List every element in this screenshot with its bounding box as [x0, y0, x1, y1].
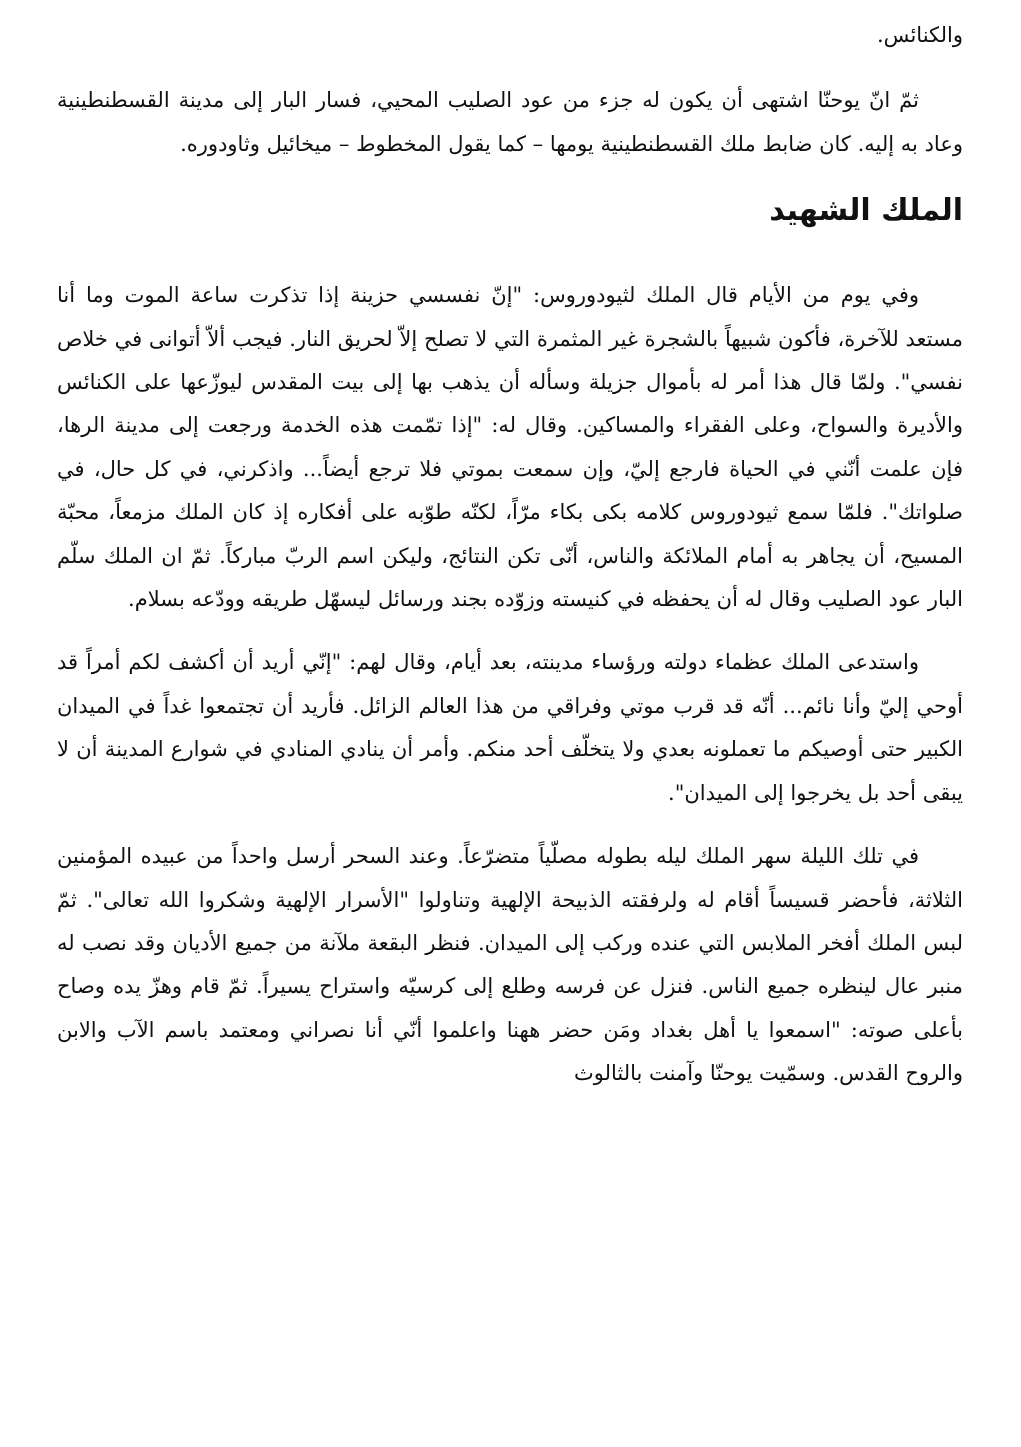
lead-fragment-line: والكنائس.: [877, 23, 963, 47]
paragraph-night-vigil: في تلك الليلة سهر الملك ليله بطوله مصلّياً متضرّعاً. وعند السحر أرسل واحداً من عبيده المؤمنين الثلاثة، فأحضر قسيساً أقام له ولرفقته الذبيحة الإلهية وتناولوا "الأسرار الإلهية وشكروا الله تعالى". ثمّ لبس الملك أفخر الملابس التي عنده وركب إلى الميدان. فنظر البقعة ملآنة من جميع الأديان وقد نصب له منبر عال لينظره جميع الناس. فنزل عن فرسه وطلع إلى كرسيّه واستراح يسيراً. ثمّ قام وهزّ يده وصاح بأعلى صوته: "اسمعوا يا أهل بغداد ومَن حضر ههنا واعلموا أنّي أنا نصراني ومعتمد باسم الآب والابن والروح القدس. وسمّيت يوحنّا وآمنت بالثالوث: [57, 844, 963, 1086]
paragraph-king-summons-nobles: واستدعى الملك عظماء دولته ورؤساء مدينته، بعد أيام، وقال لهم: "إنّي أريد أن أكشف لكم أمراً قد أوحي إليّ وأنا نائم... أنّه قد قرب موتي وفراقي من هذا العالم الزائل. فأريد أن تجتمعوا غداً في الميدان الكبير حتى أوصيكم ما تعملونه بعدي ولا يتخلّف أحد منكم. وأمر أن ينادي المنادي في شوارع المدينة أن لا يبقى أحد بل يخرجوا إلى الميدان".: [57, 650, 963, 805]
paragraph-relic-of-cross: ثمّ انّ يوحنّا اشتهى أن يكون له جزء من عود الصليب المحيي، فسار البار إلى مدينة القسطنطينية وعاد به إليه. كان ضابط ملك القسطنطينية يومها – كما يقول المخطوط – ميخائيل وثاودوره.: [57, 88, 963, 156]
section-heading: الملك الشهيد: [769, 193, 963, 229]
paragraph-king-and-theodoros: وفي يوم من الأيام قال الملك لثيودوروس: "إنّ نفسسي حزينة إذا تذكرت ساعة الموت وما أنا مستعد للآخرة، فأكون شبيهاً بالشجرة غير المثمرة التي لا تصلح إلاّ لحريق النار. فيجب ألاّ أتوانى في خلاص نفسي". ولمّا قال هذا أمر له بأموال جزيلة وسأله أن يذهب بها إلى بيت المقدس ليوزّعها على الكنائس والأديرة والسواح، وعلى الفقراء والمساكين. وقال له: "إذا تمّمت هذه الخدمة ورجعت إلى مدينة الرها، فإن علمت أنّني في الحياة فارجع إليّ، وإن سمعت بموتي فلا ترجع أيضاً... واذكرني، في كل حال، في صلواتك". فلمّا سمع ثيودوروس كلامه بكى بكاء مرّاً، لكنّه طوّبه على أفكاره إذ كان الملك مزمعاً، محبّة المسيح، أن يجاهر به أمام الملائكة والناس، أنّى تكن النتائج، وليكن اسم الربّ مباركاً. ثمّ ان الملك سلّم البار عود الصليب وقال له أن يحفظه في كنيسته وزوّده بجند ورسائل ليسهّل طريقه وودّعه بسلام.: [57, 283, 963, 612]
document-page: [57, 14, 963, 1116]
